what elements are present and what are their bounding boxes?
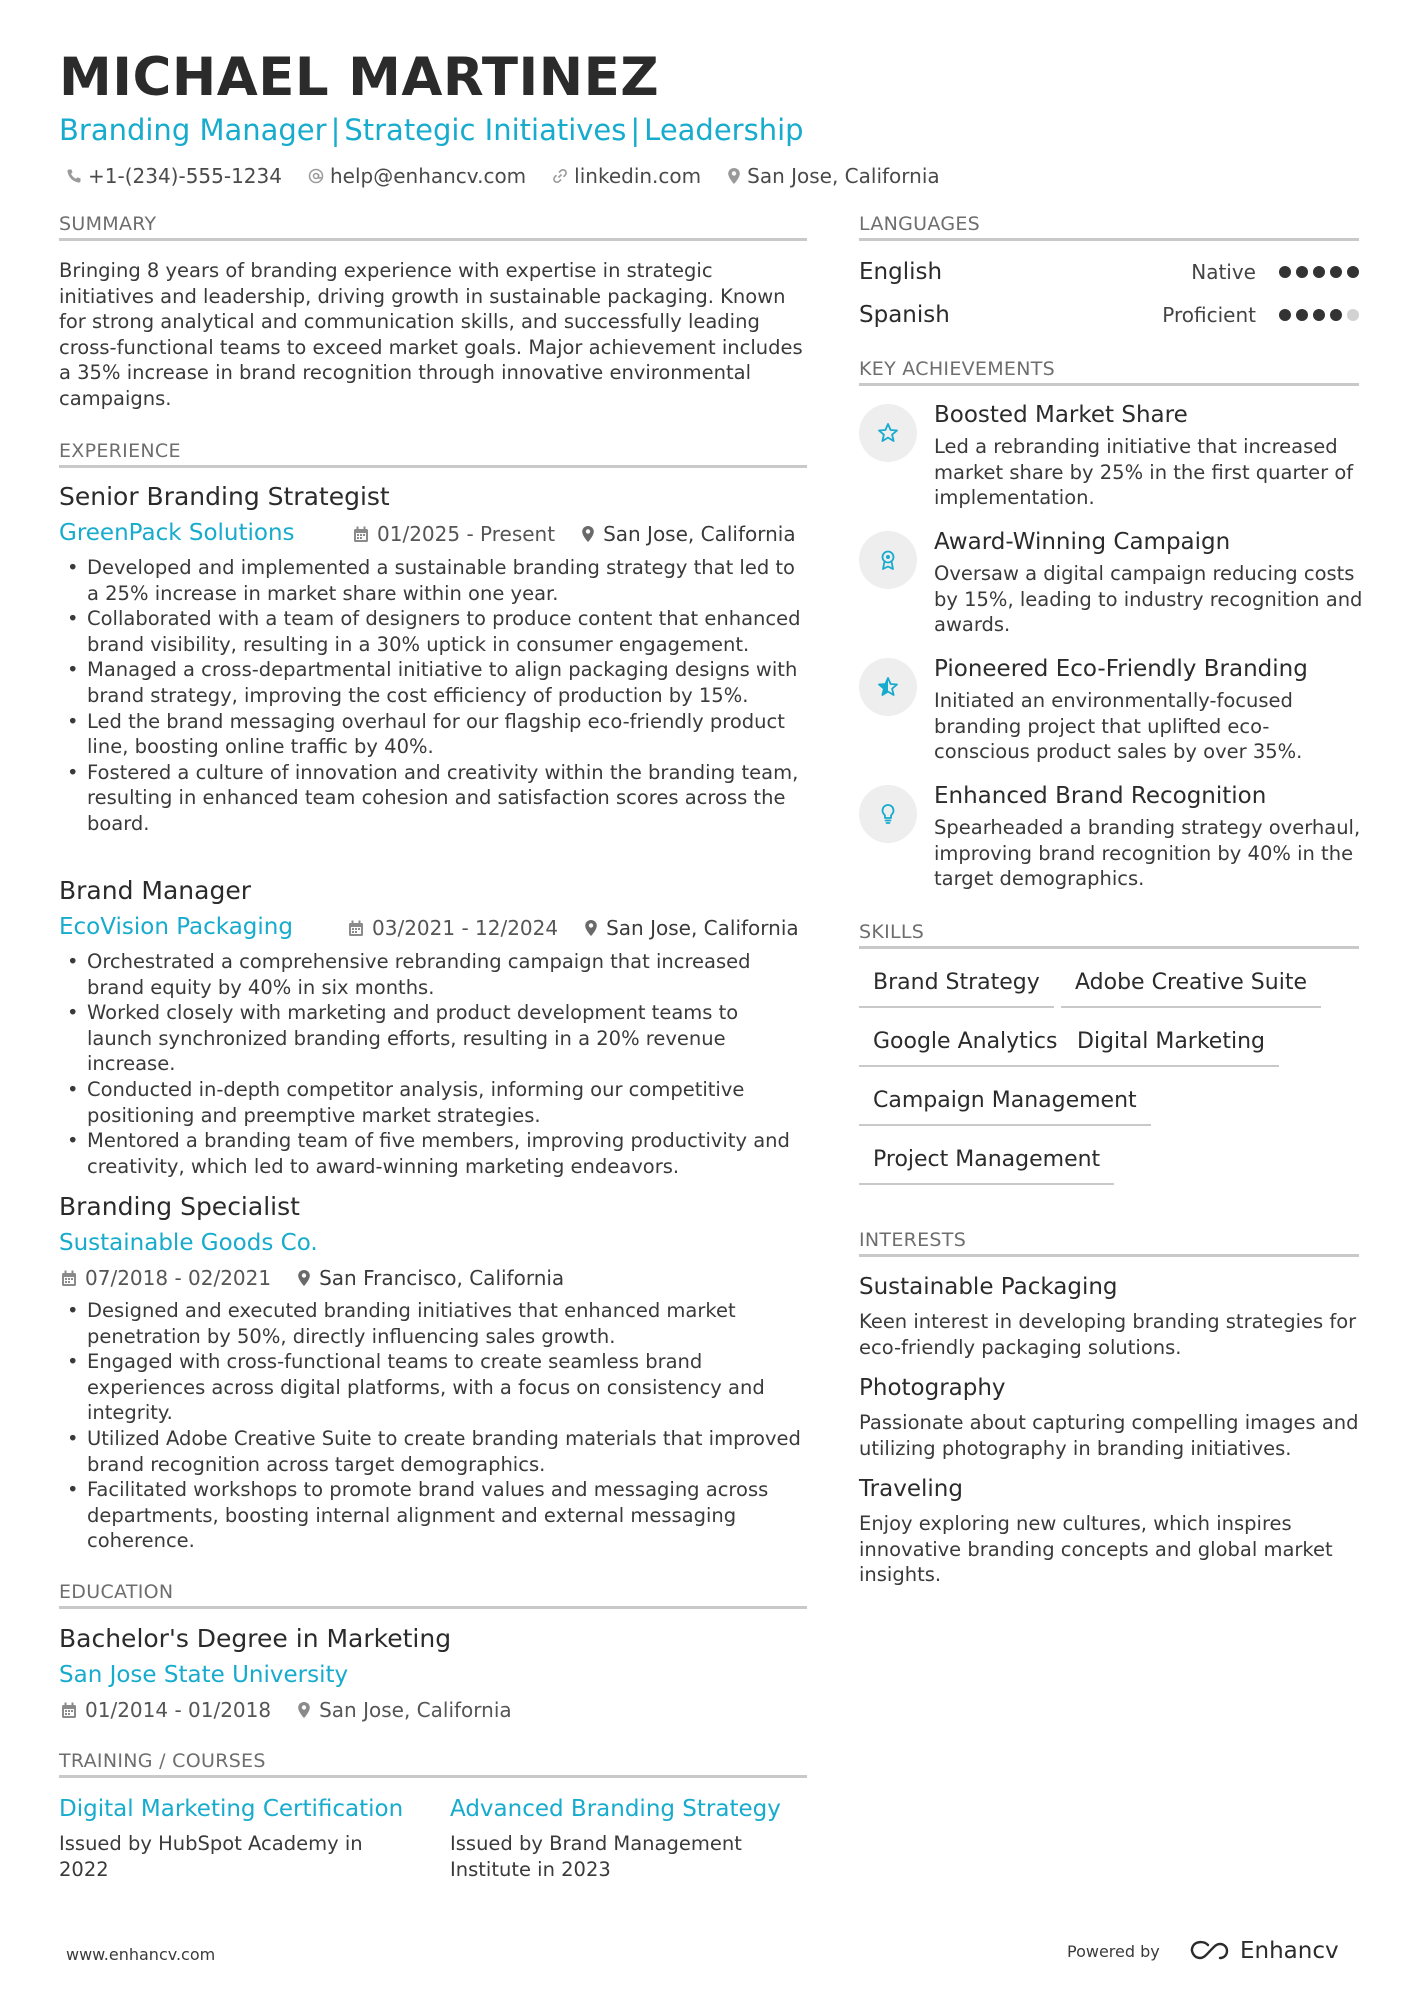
company-name[interactable]: EcoVision Packaging xyxy=(59,914,293,940)
achievement-title: Boosted Market Share xyxy=(934,402,1188,428)
rating-dot-filled xyxy=(1296,309,1308,321)
calendar-icon xyxy=(348,920,364,937)
link-icon xyxy=(552,168,568,184)
interest-desc: Keen interest in developing branding strategies for eco-friendly packaging solutions. xyxy=(859,1310,1357,1359)
interest-desc: Passionate about capturing compelling images and utilizing photography in branding initiatives. xyxy=(859,1411,1359,1460)
at-icon xyxy=(308,168,324,184)
contact-phone[interactable] xyxy=(66,163,282,189)
job-bullets xyxy=(59,555,809,837)
list-item: • Designed and executed branding initiatives that enhanced market penetration by 50%, directly influencing sales growth. xyxy=(59,1298,809,1349)
achievement-title: Enhanced Brand Recognition xyxy=(934,783,1267,809)
job-location: San Jose, California xyxy=(606,916,799,940)
achievement-item xyxy=(859,527,1363,647)
degree-title: Bachelor's Degree in Marketing xyxy=(59,1624,452,1653)
skill-tag: Project Management xyxy=(859,1145,1114,1185)
interest-desc: Enjoy exploring new cultures, which inspires innovative branding concepts and global market insights. xyxy=(859,1512,1333,1587)
achievement-item xyxy=(859,400,1359,520)
list-item: • Conducted in-depth competitor analysis, informing our competitive positioning and preemptive market strategies. xyxy=(59,1077,809,1128)
footer-powered-by: Powered by xyxy=(1067,1942,1160,1961)
skill-tag: Brand Strategy xyxy=(859,968,1054,1008)
job-meta xyxy=(353,521,796,547)
contact-linkedin[interactable] xyxy=(552,163,701,189)
candidate-name: MICHAEL MARTINEZ xyxy=(59,47,660,108)
language-name: Spanish xyxy=(859,302,950,328)
language-rating xyxy=(1274,309,1359,321)
languages-section-title: LANGUAGES xyxy=(859,212,1359,241)
location-pin-icon xyxy=(297,1269,311,1287)
calendar-icon xyxy=(353,526,369,543)
achievement-item xyxy=(859,654,1359,774)
experience-section-title: EXPERIENCE xyxy=(59,439,807,468)
interests-section-title: INTERESTS xyxy=(859,1228,1359,1257)
skill-tag: Google Analytics xyxy=(859,1027,1071,1067)
achievement-desc: Initiated an environmentally-focused branding project that uplifted eco-conscious product sales by over 35%. xyxy=(934,689,1303,764)
school-name[interactable]: San Jose State University xyxy=(59,1662,349,1688)
language-name: English xyxy=(859,259,943,285)
achievement-icon-badge xyxy=(859,658,917,716)
achievement-title: Pioneered Eco-Friendly Branding xyxy=(934,656,1308,682)
job-location: San Francisco, California xyxy=(319,1266,565,1290)
location-text: San Jose, California xyxy=(747,164,940,188)
achievements-section-title: KEY ACHIEVEMENTS xyxy=(859,357,1359,386)
phone-text: +1-(234)-555-1234 xyxy=(88,164,282,188)
interest-title: Traveling xyxy=(859,1476,963,1502)
summary-section-title: SUMMARY xyxy=(59,212,807,241)
email-text: help@enhancv.com xyxy=(329,164,527,188)
location-pin-icon xyxy=(727,167,741,185)
job-title: Brand Manager xyxy=(59,876,251,905)
list-item: • Engaged with cross-functional teams to create seamless brand experiences across digital platforms, with a focus on consistency and integrity. xyxy=(59,1349,809,1426)
course-desc: Issued by HubSpot Academy in 2022 xyxy=(59,1832,363,1881)
language-rating xyxy=(1274,266,1359,278)
footer-logo[interactable] xyxy=(1188,1937,1339,1965)
rating-dot-empty xyxy=(1347,309,1359,321)
star-half-icon xyxy=(876,675,900,699)
list-item: • Worked closely with marketing and product development teams to launch synchronized branding efforts, resulting in a 20% revenue increase. xyxy=(59,1000,809,1077)
list-item: • Facilitated workshops to promote brand values and messaging across departments, boosting internal alignment and external messaging coherence. xyxy=(59,1477,809,1554)
company-name[interactable]: Sustainable Goods Co. xyxy=(59,1230,318,1256)
headline-separator: | xyxy=(630,113,641,147)
rating-dot-filled xyxy=(1296,266,1308,278)
job-meta xyxy=(61,1265,564,1291)
footer-brand: Enhancv xyxy=(1240,1938,1339,1964)
list-item: • Orchestrated a comprehensive rebranding campaign that increased brand equity by 40% in six months. xyxy=(59,949,809,1000)
rating-dot-filled xyxy=(1330,309,1342,321)
language-level: Native xyxy=(1191,260,1256,284)
contact-email[interactable] xyxy=(308,163,526,189)
rating-dot-filled xyxy=(1347,266,1359,278)
company-name[interactable]: GreenPack Solutions xyxy=(59,520,295,546)
achievement-icon-badge xyxy=(859,785,917,843)
course-title[interactable]: Digital Marketing Certification xyxy=(59,1796,404,1822)
linkedin-text: linkedin.com xyxy=(574,164,702,188)
achievement-title: Award-Winning Campaign xyxy=(934,529,1231,555)
headline-part: Strategic Initiatives xyxy=(344,113,627,147)
language-row xyxy=(859,256,1359,288)
education-meta xyxy=(61,1697,512,1723)
headline-part: Branding Manager xyxy=(59,113,327,147)
skill-tag: Digital Marketing xyxy=(1063,1027,1279,1067)
location-pin-icon xyxy=(297,1701,311,1719)
list-item: • Mentored a branding team of five members, improving productivity and creativity, which led to award-winning marketing endeavors. xyxy=(59,1128,809,1179)
job-title: Senior Branding Strategist xyxy=(59,482,390,511)
achievement-icon-badge xyxy=(859,404,917,462)
job-title: Branding Specialist xyxy=(59,1192,300,1221)
rating-dot-filled xyxy=(1313,266,1325,278)
education-section-title: EDUCATION xyxy=(59,1580,807,1609)
interest-title: Sustainable Packaging xyxy=(859,1274,1118,1300)
rating-dot-filled xyxy=(1279,309,1291,321)
summary-text: Bringing 8 years of branding experience with expertise in strategic initiatives and leadership, driving growth in sustainable packaging. Known for strong analytical and communication skills, and successfully leading cross-functional teams to exceed market goals. Major achievement includes a 35% increase in brand recognition through innovative environmental campaigns. xyxy=(59,259,803,410)
headline-separator: | xyxy=(330,113,341,147)
phone-icon xyxy=(66,168,82,184)
rating-dot-filled xyxy=(1279,266,1291,278)
contact-location xyxy=(727,163,940,189)
achievement-desc: Led a rebranding initiative that increased market share by 25% in the first quarter of implementation. xyxy=(934,435,1354,510)
job-dates: 01/2025 - Present xyxy=(377,522,556,546)
skill-tag: Adobe Creative Suite xyxy=(1061,968,1321,1008)
language-level: Proficient xyxy=(1162,303,1256,327)
training-section-title: TRAINING / COURSES xyxy=(59,1749,807,1778)
footer-url[interactable]: www.enhancv.com xyxy=(66,1945,216,1964)
achievement-icon-badge xyxy=(859,531,917,589)
list-item: • Utilized Adobe Creative Suite to create branding materials that improved brand recognition across target demographics. xyxy=(59,1426,809,1477)
job-bullets xyxy=(59,1298,809,1554)
headline-part: Leadership xyxy=(644,113,804,147)
achievement-desc: Oversaw a digital campaign reducing costs by 15%, leading to industry recognition and awards. xyxy=(934,562,1363,637)
education-dates: 01/2014 - 01/2018 xyxy=(85,1698,272,1722)
job-location: San Jose, California xyxy=(603,522,796,546)
achievement-desc: Spearheaded a branding strategy overhaul, improving brand recognition by 40% in the target demographics. xyxy=(934,816,1361,891)
list-item: • Fostered a culture of innovation and creativity within the branding team, resulting in enhanced team cohesion and satisfaction scores across the board. xyxy=(59,760,809,837)
skill-tag: Campaign Management xyxy=(859,1086,1151,1126)
language-row xyxy=(859,299,1359,331)
list-item: • Managed a cross-departmental initiative to align packaging designs with brand strategy, improving the cost efficiency of production by 15%. xyxy=(59,657,809,708)
job-dates: 03/2021 - 12/2024 xyxy=(372,916,559,940)
list-item: • Led the brand messaging overhaul for our flagship eco-friendly product line, boosting online traffic by 40%. xyxy=(59,709,809,760)
job-meta xyxy=(348,915,799,941)
headline xyxy=(59,112,804,148)
achievement-item xyxy=(859,781,1359,901)
lightbulb-icon xyxy=(876,802,900,826)
location-pin-icon xyxy=(581,525,595,543)
education-location: San Jose, California xyxy=(319,1698,512,1722)
contact-bar xyxy=(66,163,966,189)
location-pin-icon xyxy=(584,919,598,937)
job-bullets xyxy=(59,949,809,1179)
list-item: • Collaborated with a team of designers to produce content that enhanced brand visibility, resulting in a 30% uptick in consumer engagement. xyxy=(59,606,809,657)
enhancv-logo-icon xyxy=(1188,1939,1232,1963)
list-item: • Developed and implemented a sustainable branding strategy that led to a 25% increase in market share within one year. xyxy=(59,555,809,606)
course-desc: Issued by Brand Management Institute in 2023 xyxy=(450,1832,742,1881)
calendar-icon xyxy=(61,1270,77,1287)
job-dates: 07/2018 - 02/2021 xyxy=(85,1266,272,1290)
star-icon xyxy=(876,421,900,445)
course-title[interactable]: Advanced Branding Strategy xyxy=(450,1796,781,1822)
skills-section-title: SKILLS xyxy=(859,920,1359,949)
calendar-icon xyxy=(61,1702,77,1719)
rating-dot-filled xyxy=(1330,266,1342,278)
interest-title: Photography xyxy=(859,1375,1006,1401)
rating-dot-filled xyxy=(1313,309,1325,321)
award-icon xyxy=(876,548,900,572)
